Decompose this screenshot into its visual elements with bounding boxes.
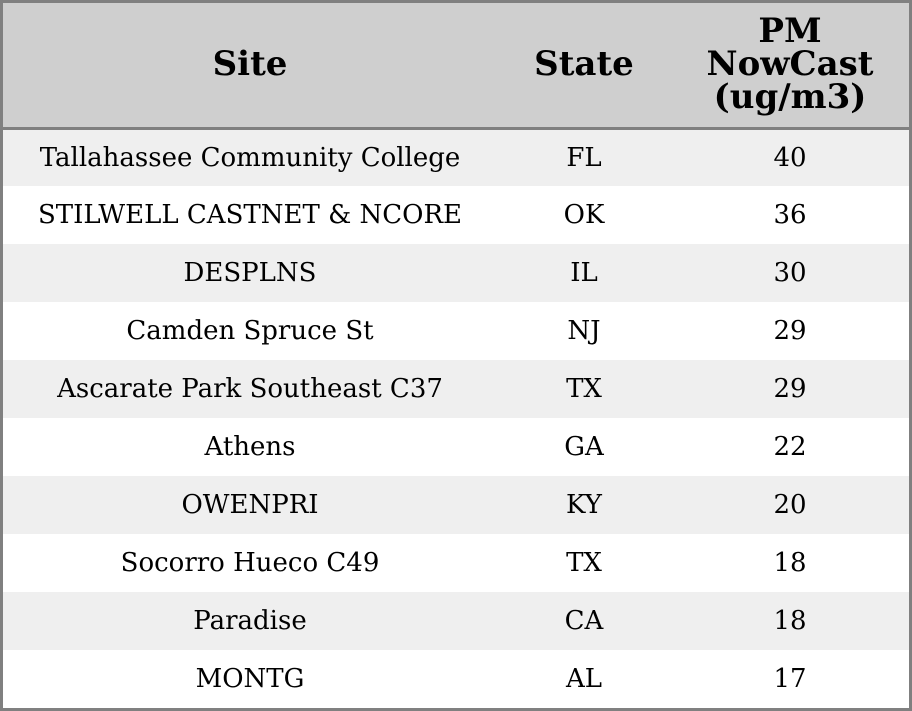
cell-pm-value: 29 bbox=[773, 316, 807, 346]
cell-pm-value: 29 bbox=[773, 374, 807, 404]
table-row bbox=[3, 128, 909, 186]
cell-site: Ascarate Park Southeast C37 bbox=[57, 374, 443, 404]
cell-pm-value: 40 bbox=[773, 142, 807, 173]
cell-pm-value: 36 bbox=[773, 200, 807, 230]
cell-state: KY bbox=[566, 490, 602, 520]
cell-pm-value: 18 bbox=[773, 548, 807, 578]
cell-site: OWENPRI bbox=[181, 490, 319, 520]
column-header-pm-line-2: NowCast bbox=[706, 44, 874, 85]
column-header-pm-nowcast bbox=[671, 3, 909, 128]
column-header-pm-line-1: PM bbox=[758, 11, 822, 52]
table-row bbox=[3, 476, 909, 534]
cell-state: TX bbox=[566, 548, 602, 578]
table-row bbox=[3, 534, 909, 592]
cell-state: OK bbox=[563, 200, 605, 230]
table-row bbox=[3, 186, 909, 244]
cell-state: FL bbox=[566, 142, 602, 173]
cell-state: GA bbox=[564, 432, 604, 462]
cell-pm-value: 18 bbox=[773, 606, 807, 636]
table-row bbox=[3, 360, 909, 418]
cell-site: MONTG bbox=[195, 663, 305, 694]
cell-site: STILWELL CASTNET & NCORE bbox=[37, 200, 462, 230]
header-row bbox=[3, 3, 909, 128]
pm-nowcast-table bbox=[3, 3, 909, 707]
column-header-state bbox=[497, 3, 671, 128]
table-row bbox=[3, 650, 909, 707]
table-row bbox=[3, 302, 909, 360]
cell-site: Camden Spruce St bbox=[126, 316, 374, 346]
column-header-site-text: Site bbox=[212, 44, 288, 85]
cell-state: NJ bbox=[567, 316, 601, 346]
cell-site: Athens bbox=[204, 432, 296, 462]
table-row bbox=[3, 418, 909, 476]
cell-state: AL bbox=[565, 663, 603, 694]
cell-state: CA bbox=[564, 606, 604, 636]
cell-pm-value: 17 bbox=[773, 663, 807, 694]
column-header-pm-line-3: (ug/m3) bbox=[713, 77, 867, 118]
table-row bbox=[3, 244, 909, 302]
table-row bbox=[3, 592, 909, 650]
cell-site: Socorro Hueco C49 bbox=[120, 548, 380, 578]
cell-site: Paradise bbox=[193, 606, 307, 636]
cell-pm-value: 30 bbox=[773, 258, 807, 288]
cell-state: IL bbox=[570, 258, 598, 288]
column-header-site bbox=[3, 3, 497, 128]
table-header bbox=[3, 3, 909, 128]
cell-pm-value: 22 bbox=[773, 432, 807, 462]
cell-site: DESPLNS bbox=[183, 258, 317, 288]
column-header-state-text: State bbox=[534, 44, 634, 85]
cell-site: Tallahassee Community College bbox=[39, 142, 461, 173]
cell-state: TX bbox=[566, 374, 602, 404]
cell-pm-value: 20 bbox=[773, 490, 807, 520]
table-body bbox=[3, 128, 909, 707]
